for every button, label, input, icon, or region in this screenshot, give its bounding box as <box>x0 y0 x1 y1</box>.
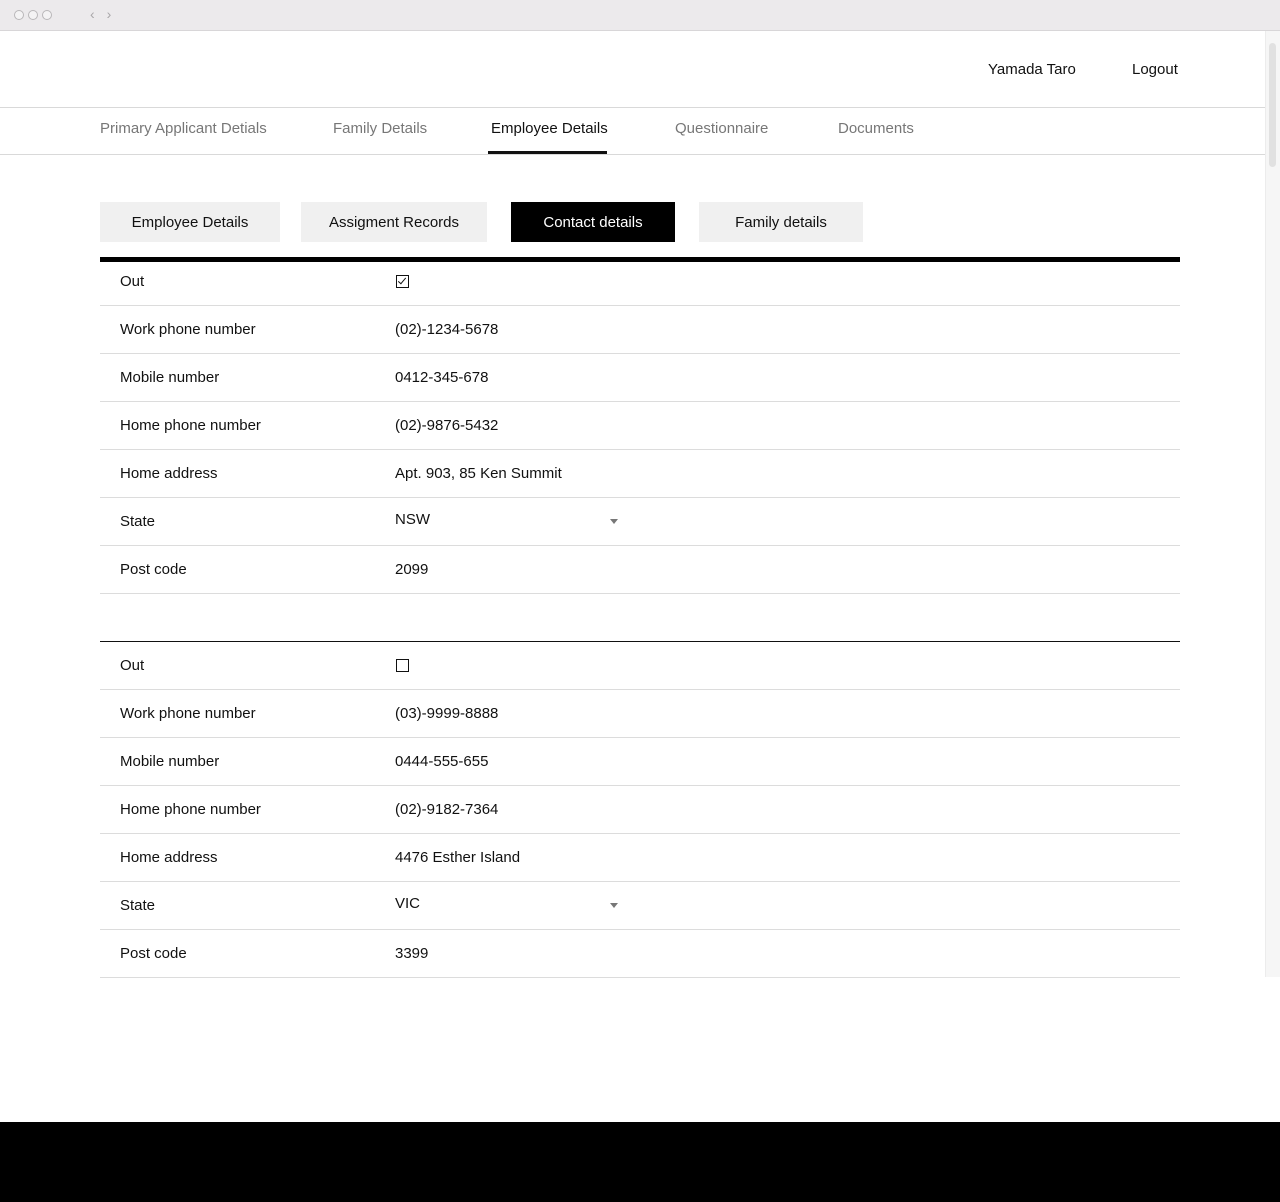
tab-questionnaire[interactable]: Questionnaire <box>675 120 769 137</box>
state-select-value: NSW <box>395 511 430 528</box>
caret-down-icon <box>610 519 618 524</box>
out-checkbox-unchecked[interactable] <box>396 659 409 672</box>
state-select[interactable] <box>395 508 621 536</box>
postcode-field[interactable]: 3399 <box>395 945 429 962</box>
browser-nav <box>90 6 111 22</box>
contact-1-address-row <box>100 450 1180 498</box>
page-header <box>0 31 1265 108</box>
checkmark-icon <box>398 276 406 285</box>
contact-1-out-row <box>100 258 1180 306</box>
out-label: Out <box>120 657 145 674</box>
zoom-window-button[interactable] <box>42 10 52 20</box>
home-phone-label: Home phone number <box>120 801 261 818</box>
tab-documents[interactable]: Documents <box>838 120 914 137</box>
tab-family-details[interactable]: Family Details <box>333 120 428 137</box>
mobile-label: Mobile number <box>120 753 220 770</box>
contact-2-state-row <box>100 882 1180 930</box>
state-label: State <box>120 513 156 530</box>
contact-1-work-phone-row <box>100 306 1180 354</box>
page-footer <box>0 1122 1280 1202</box>
user-name: Yamada Taro <box>988 61 1076 78</box>
contact-2-postcode-row <box>100 930 1180 978</box>
forward-chevron-icon[interactable]: › <box>106 6 112 22</box>
subtab-employee-details[interactable]: Employee Details <box>100 202 280 242</box>
mobile-field[interactable]: 0412-345-678 <box>395 369 489 386</box>
close-window-button[interactable] <box>14 10 24 20</box>
contact-1-home-phone-row <box>100 402 1180 450</box>
contact-1-postcode-row <box>100 546 1180 594</box>
tab-primary-applicant-details[interactable]: Primary Applicant Detials <box>100 120 267 137</box>
home-phone-label: Home phone number <box>120 417 261 434</box>
logout-link[interactable]: Logout <box>1132 61 1178 78</box>
state-select[interactable] <box>395 892 621 920</box>
contact-2-out-row <box>100 642 1180 690</box>
home-address-field[interactable]: 4476 Esther Island <box>395 849 521 866</box>
subtab-contact-details[interactable]: Contact details <box>511 202 675 242</box>
home-address-label: Home address <box>120 465 218 482</box>
contact-1-mobile-row <box>100 354 1180 402</box>
main-tab-bar <box>0 108 1265 155</box>
back-chevron-icon[interactable]: ‹ <box>90 6 95 22</box>
home-address-label: Home address <box>120 849 218 866</box>
subtab-assignment-records[interactable]: Assigment Records <box>301 202 487 242</box>
contact-2-work-phone-row <box>100 690 1180 738</box>
postcode-field[interactable]: 2099 <box>395 561 429 578</box>
postcode-label: Post code <box>120 561 187 578</box>
browser-toolbar <box>0 0 1280 31</box>
vertical-scrollbar[interactable] <box>1265 31 1280 977</box>
caret-down-icon <box>610 903 618 908</box>
work-phone-field[interactable]: (03)-9999-8888 <box>395 705 499 722</box>
state-select-value: VIC <box>395 895 421 912</box>
home-address-field[interactable]: Apt. 903, 85 Ken Summit <box>395 465 562 482</box>
home-phone-field[interactable]: (02)-9876-5432 <box>395 417 499 434</box>
mobile-label: Mobile number <box>120 369 220 386</box>
home-phone-field[interactable]: (02)-9182-7364 <box>395 801 499 818</box>
out-checkbox-checked[interactable] <box>396 275 409 288</box>
state-label: State <box>120 897 156 914</box>
window-controls <box>14 10 52 20</box>
mobile-field[interactable]: 0444-555-655 <box>395 753 489 770</box>
contact-2-mobile-row <box>100 738 1180 786</box>
postcode-label: Post code <box>120 945 187 962</box>
contact-2-home-phone-row <box>100 786 1180 834</box>
subtab-family-details[interactable]: Family details <box>699 202 863 242</box>
work-phone-field[interactable]: (02)-1234-5678 <box>395 321 499 338</box>
contact-2-address-row <box>100 834 1180 882</box>
tab-employee-details[interactable]: Employee Details <box>491 120 608 137</box>
out-label: Out <box>120 273 145 290</box>
work-phone-label: Work phone number <box>120 705 256 722</box>
active-tab-indicator <box>488 151 607 154</box>
contact-1-state-row <box>100 498 1180 546</box>
scrollbar-thumb[interactable] <box>1269 43 1276 167</box>
work-phone-label: Work phone number <box>120 321 256 338</box>
minimize-window-button[interactable] <box>28 10 38 20</box>
